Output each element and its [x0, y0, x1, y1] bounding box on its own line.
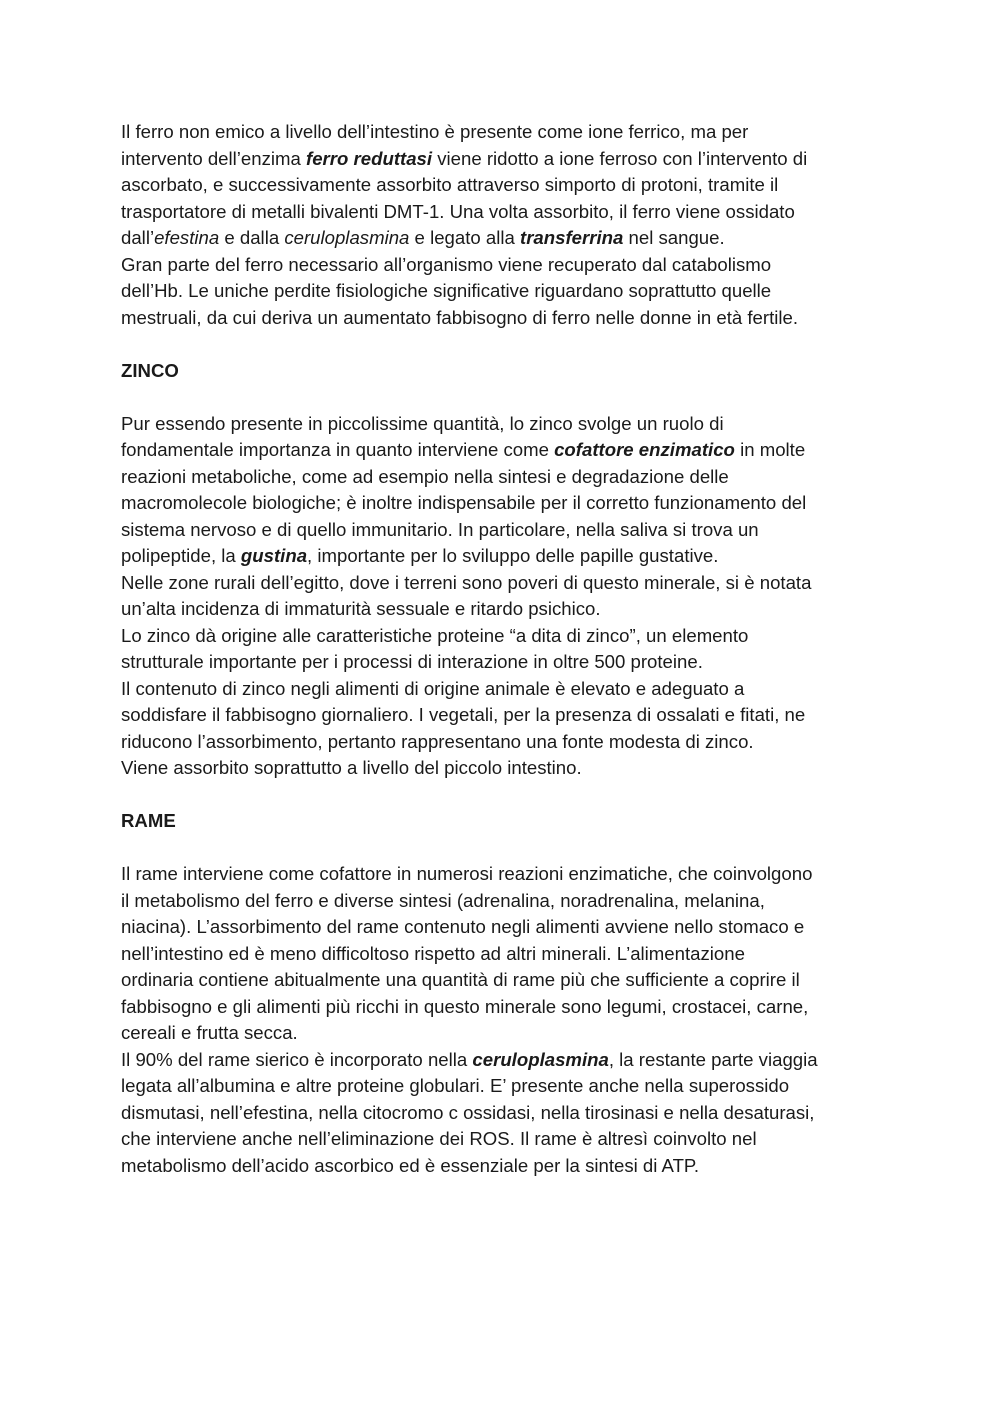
term-efestina: efestina — [154, 227, 220, 248]
text-line — [121, 146, 891, 173]
term-ferro-reduttasi: ferro reduttasi — [306, 147, 433, 169]
text-line: il metabolismo del ferro e diverse sintesi (adrenalina, noradrenalina, melanina, — [121, 889, 765, 911]
paragraph-ferro — [121, 119, 891, 331]
text-line: mestruali, da cui deriva un aumentato fabbisogno di ferro nelle donne in età fertile. — [121, 306, 799, 328]
text-line: Pur essendo presente in piccolissime quantità, lo zinco svolge un ruolo di — [121, 412, 724, 434]
text-line: ascorbato, e successivamente assorbito attraverso simporto di protoni, tramite il — [121, 174, 779, 195]
text-line: soddisfare il fabbisogno giornaliero. I vegetali, per la presenza di ossalati e fitati, ne — [121, 704, 806, 725]
text-line: sistema nervoso e di quello immunitario. In particolare, nella saliva si trova un — [121, 518, 759, 540]
text-run: polipeptide, la — [121, 545, 241, 566]
text-line: Lo zinco dà origine alle caratteristiche proteine “a dita di zinco”, un elemento — [121, 624, 749, 646]
text-line: trasportatore di metalli bivalenti DMT-1. Una volta assorbito, il ferro viene ossidato — [121, 200, 795, 222]
paragraph-zinco — [121, 411, 891, 782]
text-line: metabolismo dell’acido ascorbico ed è essenziale per la sintesi di ATP. — [121, 1154, 700, 1176]
section-heading-rame: RAME — [121, 810, 176, 831]
text-line: strutturale importante per i processi di interazione in oltre 500 proteine. — [121, 651, 703, 672]
term-ceruloplasmina-bold: ceruloplasmina — [472, 1048, 609, 1070]
text-run: , importante per lo sviluppo delle papille gustative. — [307, 545, 719, 566]
text-line: Nelle zone rurali dell’egitto, dove i terreni sono poveri di questo minerale, si è notata — [121, 571, 812, 593]
text-line: dismutasi, nell’efestina, nella citocromo c ossidasi, nella tirosinasi e nella desaturasi, — [121, 1101, 815, 1123]
text-run: e legato alla — [409, 227, 520, 248]
text-line: Il ferro non emico a livello dell’intestino è presente come ione ferrico, ma per — [121, 121, 749, 142]
text-line: Il rame interviene come cofattore in numerosi reazioni enzimatiche, che coinvolgono — [121, 863, 813, 884]
paragraph-spacer — [121, 835, 891, 862]
text-line: ordinaria contiene abitualmente una quantità di rame più che sufficiente a coprire il — [121, 969, 800, 990]
text-line: Gran parte del ferro necessario all’organismo viene recuperato dal catabolismo — [121, 253, 772, 275]
text-run: dall’ — [121, 227, 155, 248]
text-line — [121, 543, 891, 570]
term-transferrina: transferrina — [520, 227, 624, 248]
text-run: e dalla — [219, 227, 285, 248]
text-run: viene ridotto a ione ferroso con l’intervento di — [432, 147, 808, 169]
text-line: legata all’albumina e altre proteine globulari. E’ presente anche nella superossido — [121, 1075, 790, 1096]
text-line: Viene assorbito soprattutto a livello del piccolo intestino. — [121, 757, 582, 778]
text-run: fondamentale importanza in quanto interviene come — [121, 439, 555, 460]
text-run: nel sangue. — [623, 227, 725, 248]
text-line: fabbisogno e gli alimenti più ricchi in questo minerale sono legumi, crostacei, carne, — [121, 995, 809, 1017]
text-run: intervento dell’enzima — [121, 147, 307, 169]
section-heading-zinco: ZINCO — [121, 359, 179, 381]
text-run: , la restante parte viaggia — [608, 1048, 818, 1070]
text-run: Il 90% del rame sierico è incorporato nella — [121, 1048, 473, 1070]
text-line: niacina). L’assorbimento del rame contenuto negli alimenti avviene nello stomaco e — [121, 916, 805, 937]
paragraph-spacer — [121, 384, 891, 411]
document-body — [121, 119, 891, 1179]
paragraph-spacer — [121, 331, 891, 358]
text-line: nell’intestino ed è meno difficoltoso rispetto ad altri minerali. L’alimentazione — [121, 942, 745, 964]
term-cofattore-enzimatico: cofattore enzimatico — [554, 439, 735, 460]
term-ceruloplasmina: ceruloplasmina — [284, 227, 410, 248]
text-line: reazioni metaboliche, come ad esempio nella sintesi e degradazione delle — [121, 465, 729, 487]
text-line — [121, 1047, 891, 1074]
text-line: macromolecole biologiche; è inoltre indispensabile per il corretto funzionamento del — [121, 492, 807, 513]
paragraph-rame — [121, 861, 891, 1179]
text-run: in molte — [734, 439, 806, 460]
text-line: dell’Hb. Le uniche perdite fisiologiche significative riguardano soprattutto quelle — [121, 280, 772, 301]
paragraph-spacer — [121, 782, 891, 809]
text-line: Il contenuto di zinco negli alimenti di origine animale è elevato e adeguato a — [121, 677, 745, 699]
text-line: che interviene anche nell’eliminazione dei ROS. Il rame è altresì coinvolto nel — [121, 1128, 757, 1149]
text-line — [121, 437, 891, 464]
text-line: un’alta incidenza di immaturità sessuale e ritardo psichico. — [121, 598, 601, 619]
text-line — [121, 225, 891, 252]
term-gustina: gustina — [240, 545, 308, 566]
text-line: cereali e frutta secca. — [121, 1022, 298, 1043]
text-line: riducono l’assorbimento, pertanto rappresentano una fonte modesta di zinco. — [121, 730, 754, 752]
